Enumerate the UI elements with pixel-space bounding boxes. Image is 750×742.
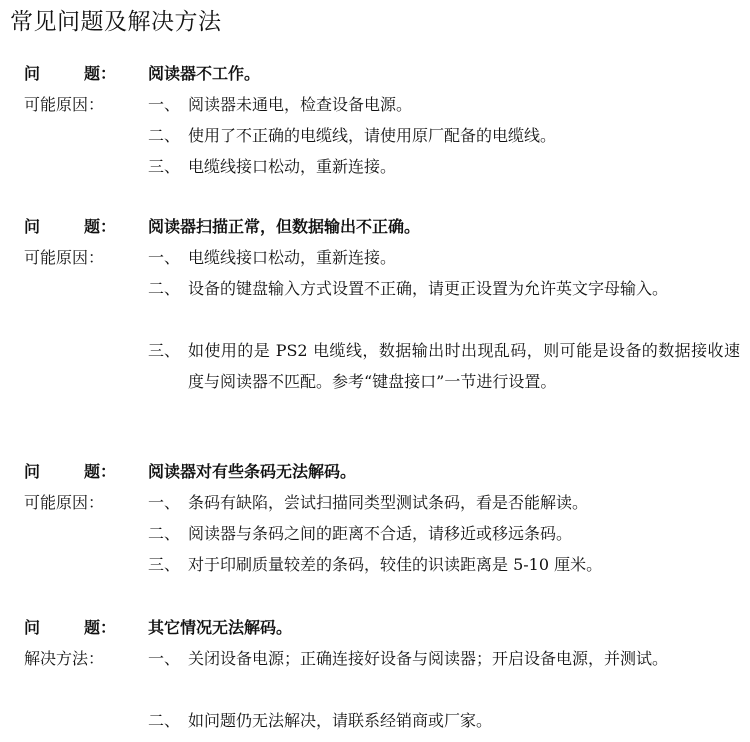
problem-text: 阅读器对有些条码无法解码。: [148, 462, 357, 481]
cause-row: [0, 273, 750, 335]
problem-text: 阅读器不工作。: [148, 64, 261, 83]
item-text: 阅读器未通电，检查设备电源。: [188, 95, 413, 114]
cause-row: [0, 643, 750, 705]
item-text: 使用了不正确的电缆线，请使用原厂配备的电缆线。: [188, 126, 557, 145]
cause-row: [0, 518, 750, 549]
item-number: 三、: [148, 555, 181, 574]
faq-section-3: [0, 456, 750, 580]
faq-section-2: [0, 211, 750, 428]
cause-label: 可能原因：: [24, 95, 105, 114]
faq-section-1: [0, 58, 750, 182]
item-number: 二、: [148, 279, 181, 298]
item-number: 一、: [148, 493, 181, 512]
problem-row: [0, 612, 750, 643]
cause-row: [0, 487, 750, 518]
problem-text: 其它情况无法解码。: [148, 618, 293, 637]
cause-row: [0, 151, 750, 182]
cause-row: [0, 89, 750, 120]
problem-label: 问 题：: [24, 462, 116, 481]
cause-row: [0, 705, 750, 736]
cause-row: [0, 549, 750, 580]
item-number: 三、: [148, 157, 181, 176]
item-text: 电缆线接口松动，重新连接。: [188, 248, 397, 267]
item-number: 一、: [148, 248, 181, 267]
problem-row: [0, 58, 750, 89]
problem-row: [0, 211, 750, 242]
item-number: 三、: [148, 341, 181, 360]
problem-label: 问 题：: [24, 618, 116, 637]
item-text: 关闭设备电源；正确连接好设备与阅读器；开启设备电源，并测试。: [188, 649, 669, 668]
item-number: 二、: [148, 711, 181, 730]
cause-label: 解决方法：: [24, 649, 105, 668]
problem-text: 阅读器扫描正常，但数据输出不正确。: [148, 217, 421, 236]
item-text: 如使用的是 PS2 电缆线，数据输出时出现乱码，则可能是设备的数据接收速度与阅读器不匹配。参考“键盘接口”一节进行设置。: [188, 341, 740, 391]
item-text: 设备的键盘输入方式设置不正确，请更正设置为允许英文字母输入。: [188, 279, 669, 298]
item-text: 阅读器与条码之间的距离不合适，请移近或移远条码。: [188, 524, 573, 543]
item-text: 对于印刷质量较差的条码，较佳的识读距离是 5-10 厘米。: [188, 555, 603, 574]
faq-section-4: [0, 612, 750, 736]
page-title: 常见问题及解决方法: [10, 9, 222, 35]
cause-row: [0, 120, 750, 151]
item-text: 电缆线接口松动，重新连接。: [188, 157, 397, 176]
item-text: 如问题仍无法解决，请联系经销商或厂家。: [188, 711, 493, 730]
problem-row: [0, 456, 750, 487]
cause-label: 可能原因：: [24, 248, 105, 267]
problem-label: 问 题：: [24, 217, 116, 236]
cause-label: 可能原因：: [24, 493, 105, 512]
item-number: 一、: [148, 95, 181, 114]
cause-row: [0, 335, 750, 428]
item-number: 二、: [148, 524, 181, 543]
cause-row: [0, 242, 750, 273]
item-number: 二、: [148, 126, 181, 145]
problem-label: 问 题：: [24, 64, 116, 83]
item-number: 一、: [148, 649, 181, 668]
item-text: 条码有缺陷，尝试扫描同类型测试条码，看是否能解读。: [188, 493, 589, 512]
